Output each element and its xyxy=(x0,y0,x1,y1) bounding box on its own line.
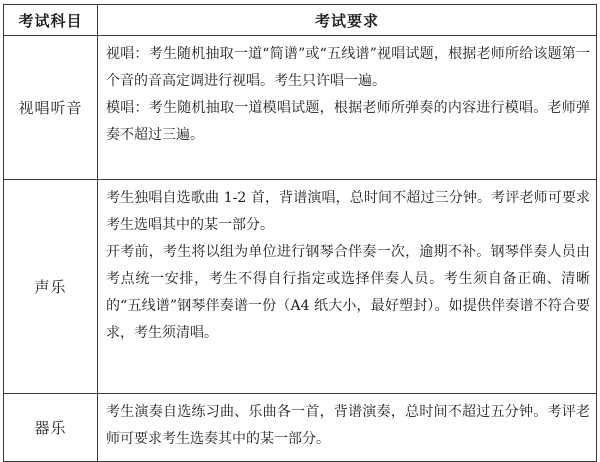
table-row xyxy=(4,180,597,394)
requirement-paragraph: 考生演奏自选练习曲、乐曲各一首，背谱演奏，总时间不超过五分钟。考评老师可要求考生选奏其中的某一部分。 xyxy=(106,404,590,447)
subject-cell: 声乐 xyxy=(4,180,98,394)
table-row xyxy=(4,394,597,462)
requirement-cell xyxy=(98,394,597,462)
requirement-paragraph: 考生独唱自选歌曲 1-2 首，背谱演唱，总时间不超过三分钟。考评老师可要求考生选唱其中的某一部分。 xyxy=(106,190,590,233)
requirement-paragraph: 视唱：考生随机抽取一道“简谱”或“五线谱”视唱试题，根据老师所给该题第一个音的音高定调进行视唱。考生只许唱一遍。 xyxy=(106,46,590,89)
exam-requirements-table xyxy=(3,4,597,462)
table-row xyxy=(4,36,597,180)
requirement-cell xyxy=(98,36,597,180)
header-subject: 考试科目 xyxy=(4,5,98,36)
subject-cell: 器乐 xyxy=(4,394,98,462)
requirement-paragraph: 模唱：考生随机抽取一道模唱试题，根据老师所弹奏的内容进行模唱。老师弹奏不超过三遍。 xyxy=(106,100,590,143)
subject-cell: 视唱听音 xyxy=(4,36,98,180)
requirement-cell xyxy=(98,180,597,394)
header-requirement: 考试要求 xyxy=(98,5,597,36)
table-header-row xyxy=(4,5,597,36)
requirement-paragraph: 开考前，考生将以组为单位进行钢琴合伴奏一次，逾期不补。钢琴伴奏人员由考点统一安排，考生不得自行指定或选择伴奏人员。考生须自备正确、清晰的“五线谱”钢琴伴奏谱一份（A4 纸大小，最好塑封）。如提供伴奏谱不符合要求，考生须清唱。 xyxy=(106,244,590,341)
